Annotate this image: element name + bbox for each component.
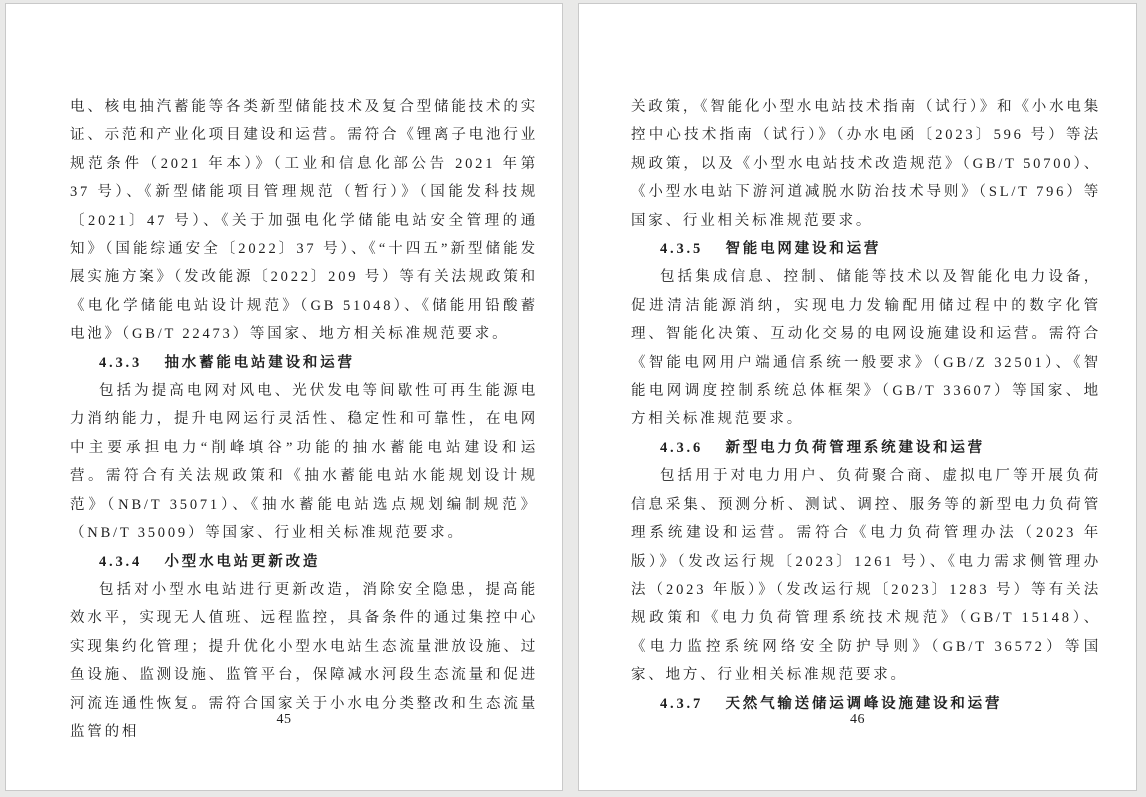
section-title: 智能电网建设和运营 — [725, 241, 882, 258]
section-title: 天然气输送储运调峰设施建设和运营 — [725, 695, 1003, 712]
section-title: 小型水电站更新改造 — [164, 553, 321, 570]
paragraph: 包括对小型水电站进行更新改造，消除安全隐患，提高能效水平，实现无人值班、远程监控，具备条件的通过集控中心实现集约化管理；提升优化小型水电站生态流量泄放设施、过鱼设施、监测设施、监管平台，保障减水河段生态流量和促进河流连通性恢复。需符合国家关于小水电分类整改和生态流量监管的相 — [70, 581, 538, 740]
page-right — [578, 3, 1137, 791]
page-number: 45 — [276, 712, 292, 727]
section-number: 4.3.3 — [99, 354, 142, 371]
section-heading — [631, 434, 1101, 462]
section-title: 新型电力负荷管理系统建设和运营 — [725, 439, 985, 456]
page-number: 46 — [850, 712, 865, 727]
section-number: 4.3.6 — [660, 439, 703, 456]
paragraph: 包括集成信息、控制、储能等技术以及智能化电力设备，促进清洁能源消纳，实现电力发输配用储过程中的数字化管理、智能化决策、互动化交易的电网设施建设和运营。需符合《智能电网用户端通信系统一般要求》（GB/Z 32501）、《智能电网调度控制系统总体框架》（GB/T 33607）等国家、地方相关标准规范要求。 — [631, 269, 1101, 428]
paragraph: 关政策，《智能化小型水电站技术指南（试行）》和《小水电集控中心技术指南（试行）》（办水电函〔2023〕596 号）等法规政策，以及《小型水电站技术改造规范》（GB/T 50700）、《小型水电站下游河道减脱水防治技术导则》（SL/T 796）等国家、行业相关标准规范要求。 — [631, 99, 1101, 229]
section-title: 抽水蓄能电站建设和运营 — [164, 354, 355, 371]
section-heading — [70, 548, 538, 576]
section-number: 4.3.7 — [660, 695, 703, 712]
section-number: 4.3.5 — [660, 241, 703, 258]
page-right-content — [631, 93, 1101, 718]
section-heading — [631, 235, 1101, 263]
page-left — [5, 3, 563, 791]
page-left-content — [70, 93, 538, 746]
section-heading — [70, 349, 538, 377]
section-number: 4.3.4 — [99, 553, 142, 570]
paragraph: 电、核电抽汽蓄能等各类新型储能技术及复合型储能技术的实证、示范和产业化项目建设和运营。需符合《锂离子电池行业规范条件（2021 年本）》（工业和信息化部公告 2021 年第 37 号）、《新型储能项目管理规范（暂行）》（国能发科技规〔2021〕47 号）、《关于加强电化学储能电站安全管理的通知》（国能综通安全〔2022〕37 号）、《“十四五”新型储能发展实施方案》（发改能源〔2022〕209 号）等有关法规政策和《电化学储能电站设计规范》（GB 51048）、《储能用铅酸蓄电池》（GB/T 22473）等国家、地方相关标准规范要求。 — [70, 99, 538, 343]
paragraph: 包括用于对电力用户、负荷聚合商、虚拟电厂等开展负荷信息采集、预测分析、测试、调控、服务等的新型电力负荷管理系统建设和运营。需符合《电力负荷管理办法（2023 年版）》（发改运行规〔2023〕1261 号）、《电力需求侧管理办法（2023 年版）》（发改运行规〔2023〕1283 号）等有关法规政策和《电力负荷管理系统技术规范》（GB/T 15148）、《电力监控系统网络安全防护导则》（GB/T 36572）等国家、地方、行业相关标准规范要求。 — [631, 468, 1101, 684]
paragraph: 包括为提高电网对风电、光伏发电等间歇性可再生能源电力消纳能力，提升电网运行灵活性、稳定性和可靠性，在电网中主要承担电力“削峰填谷”功能的抽水蓄能电站建设和运营。需符合有关法规政策和《抽水蓄能电站水能规划设计规范》（NB/T 35071）、《抽水蓄能电站选点规划编制规范》（NB/T 35009）等国家、行业相关标准规范要求。 — [70, 383, 538, 542]
